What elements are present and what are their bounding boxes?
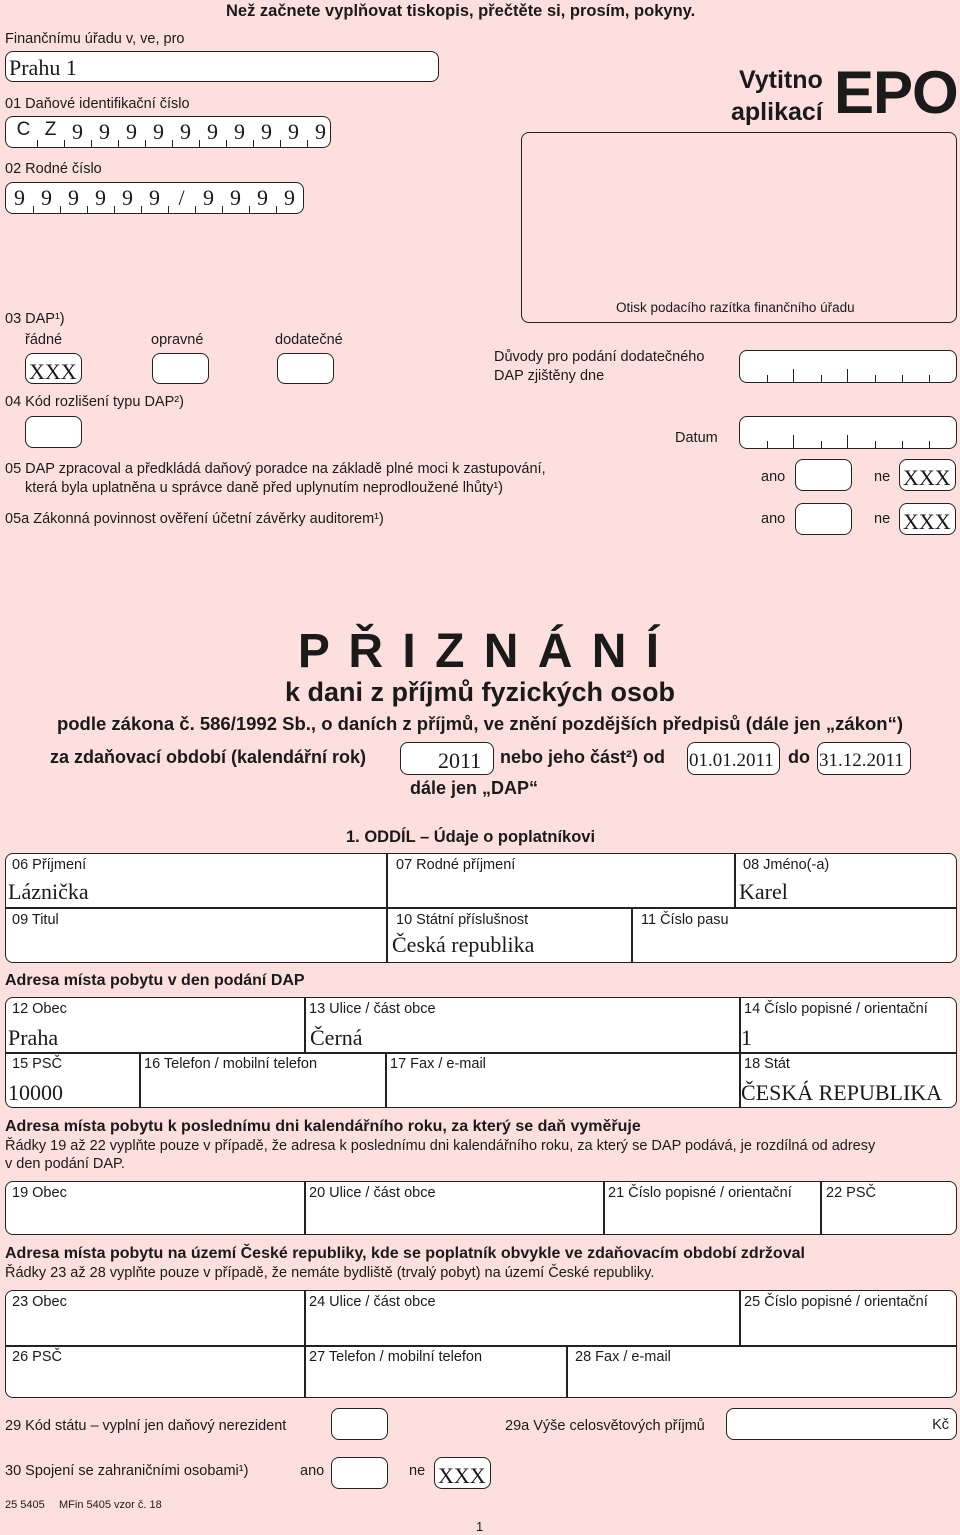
digit-separator bbox=[91, 140, 92, 148]
r08-label: 08 Jméno(-a) bbox=[743, 857, 830, 873]
r10-label: 10 Státní příslušnost bbox=[396, 912, 529, 928]
digit-cell: 9 bbox=[99, 119, 110, 144]
digit-separator bbox=[253, 140, 254, 148]
digit-cell: 9 bbox=[288, 119, 299, 144]
dodatecne-label: dodatečné bbox=[275, 332, 343, 348]
r30-ano-label: ano bbox=[300, 1463, 325, 1479]
rc-label: 02 Rodné číslo bbox=[5, 161, 102, 177]
r17-label: 17 Fax / e-mail bbox=[390, 1056, 486, 1072]
period-label: za zdaňovací období (kalendářní rok) bbox=[50, 747, 367, 767]
address2-title: Adresa místa pobytu k poslednímu dni kalendářního roku, za který se daň vyměřuje bbox=[5, 1118, 641, 1135]
r05a-ne-label: ne bbox=[874, 511, 891, 527]
r05-ne-value: XXX bbox=[903, 465, 951, 490]
address2-note-line2: v den podání DAP. bbox=[5, 1156, 125, 1172]
r07-label: 07 Rodné příjmení bbox=[396, 857, 516, 873]
digit-cell: 9 bbox=[257, 185, 268, 210]
rc-field[interactable] bbox=[5, 182, 304, 214]
digit-cell: 9 bbox=[68, 185, 79, 210]
r12-label: 12 Obec bbox=[12, 1001, 67, 1017]
digit-cell: 9 bbox=[149, 185, 160, 210]
radne-checkbox[interactable] bbox=[25, 353, 82, 384]
digit-separator bbox=[118, 140, 119, 148]
r13-label: 13 Ulice / část obce bbox=[309, 1001, 436, 1017]
dodatecne-checkbox[interactable] bbox=[277, 353, 334, 384]
digit-cell: / bbox=[178, 185, 185, 210]
address2-note-line1: Řádky 19 až 22 vyplňte pouze v případě, že adresa k poslednímu dni kalendářního roku, za který se DAP podává, je rozdílná od adresy bbox=[5, 1138, 876, 1154]
digit-cell: 9 bbox=[153, 119, 164, 144]
section1-title: 1. ODDÍL – Údaje o poplatníkovi bbox=[346, 828, 596, 846]
r30-label: 30 Spojení se zahraničními osobami¹) bbox=[5, 1463, 249, 1479]
digit-separator bbox=[87, 206, 88, 214]
r27-label: 27 Telefon / mobilní telefon bbox=[309, 1349, 483, 1365]
r05a-ano-checkbox[interactable] bbox=[795, 503, 852, 535]
r23-label: 23 Obec bbox=[12, 1294, 67, 1310]
r05-ne-label: ne bbox=[874, 469, 891, 485]
digit-separator bbox=[226, 140, 227, 148]
opravne-checkbox[interactable] bbox=[152, 353, 209, 384]
stamp-label: Otisk podacího razítka finančního úřadu bbox=[616, 300, 855, 315]
datum-label: Datum bbox=[675, 430, 718, 446]
r05-ano-label: ano bbox=[761, 469, 786, 485]
r05a-ano-label: ano bbox=[761, 511, 786, 527]
r14-label: 14 Číslo popisné / orientační bbox=[744, 1001, 928, 1017]
duvody-date-field[interactable] bbox=[739, 350, 957, 383]
form-subtitle: k dani z příjmů fyzických osob bbox=[284, 677, 676, 707]
opravne-label: opravné bbox=[151, 332, 204, 348]
address2-table bbox=[5, 1181, 957, 1235]
r05-line1: 05 DAP zpracoval a předkládá daňový poradce na základě plné moci k zastupování, bbox=[5, 461, 546, 477]
digit-cell: 9 bbox=[203, 185, 214, 210]
digit-cell: 9 bbox=[234, 119, 245, 144]
r19-label: 19 Obec bbox=[12, 1185, 67, 1201]
digit-cell: 9 bbox=[72, 119, 83, 144]
r24-label: 24 Ulice / část obce bbox=[309, 1294, 436, 1310]
digit-separator bbox=[33, 206, 34, 214]
to-field[interactable] bbox=[817, 742, 911, 775]
personal-data-table bbox=[5, 853, 957, 963]
r29a-field[interactable] bbox=[726, 1408, 957, 1440]
r15-label: 15 PSČ bbox=[12, 1056, 62, 1072]
digit-separator bbox=[145, 140, 146, 148]
digit-separator bbox=[114, 206, 115, 214]
digit-cell: C bbox=[16, 119, 31, 140]
r30-ne-value: XXX bbox=[438, 1463, 486, 1488]
digit-separator bbox=[195, 206, 196, 214]
r08-value[interactable]: Karel bbox=[739, 879, 788, 904]
digit-separator bbox=[64, 140, 65, 148]
digit-cell: 9 bbox=[207, 119, 218, 144]
r11-label: 11 Číslo pasu bbox=[641, 912, 729, 928]
printed-by-line1: Vytitno bbox=[739, 66, 823, 94]
digit-separator bbox=[249, 206, 250, 214]
from-field[interactable] bbox=[687, 742, 780, 775]
dic-label: 01 Daňové identifikační číslo bbox=[5, 96, 190, 112]
part-label: nebo jeho část²) od bbox=[500, 747, 666, 767]
digit-cell: 9 bbox=[180, 119, 191, 144]
r26-label: 26 PSČ bbox=[12, 1349, 62, 1365]
epo-logo: EPO bbox=[834, 59, 958, 126]
office-value: Prahu 1 bbox=[9, 55, 77, 80]
digit-cell: 9 bbox=[284, 185, 295, 210]
duvody-line1: Důvody pro podání dodatečného bbox=[494, 349, 705, 365]
dic-field[interactable] bbox=[5, 116, 331, 148]
office-field[interactable] bbox=[5, 51, 439, 82]
digit-cell: 9 bbox=[95, 185, 106, 210]
r09-label: 09 Titul bbox=[12, 912, 59, 928]
address3-title: Adresa místa pobytu na území České republiky, kde se poplatník obvykle ve zdaňovacím období zdržoval bbox=[5, 1245, 805, 1262]
to-value: 31.12.2011 bbox=[819, 750, 904, 771]
law-line: podle zákona č. 586/1992 Sb., o daních z příjmů, ve znění pozdějších předpisů (dále jen „zákon“) bbox=[56, 713, 904, 734]
r05a-label: 05a Zákonná povinnost ověření účetní závěrky auditorem¹) bbox=[5, 511, 384, 527]
digit-separator bbox=[222, 206, 223, 214]
r18-value[interactable]: ČESKÁ REPUBLIKA bbox=[741, 1080, 943, 1105]
r21-label: 21 Číslo popisné / orientační bbox=[608, 1185, 792, 1201]
r29-field[interactable] bbox=[331, 1408, 388, 1440]
digit-cell: 9 bbox=[315, 119, 326, 144]
from-value: 01.01.2011 bbox=[689, 750, 774, 771]
digit-separator bbox=[199, 140, 200, 148]
r29a-label: 29a Výše celosvětových příjmů bbox=[505, 1418, 705, 1434]
digit-cell: 9 bbox=[261, 119, 272, 144]
r12-value[interactable]: Praha bbox=[8, 1025, 59, 1050]
digit-cell: 9 bbox=[126, 119, 137, 144]
r15-value[interactable]: 10000 bbox=[8, 1080, 63, 1105]
r05a-ne-value: XXX bbox=[903, 509, 951, 534]
digit-separator bbox=[276, 206, 277, 214]
r29a-unit: Kč bbox=[932, 1417, 949, 1433]
digit-separator bbox=[172, 140, 173, 148]
digit-separator bbox=[37, 140, 38, 148]
digit-separator bbox=[168, 206, 169, 214]
instruction-text: Než začnete vyplňovat tiskopis, přečtěte si, prosím, pokyny. bbox=[226, 2, 696, 20]
form-title: P Ř I Z N Á N Í bbox=[297, 625, 663, 678]
digit-cell: 9 bbox=[41, 185, 52, 210]
rc-digits bbox=[6, 185, 303, 211]
radne-label: řádné bbox=[25, 332, 63, 348]
address3-note: Řádky 23 až 28 vyplňte pouze v případě, že nemáte bydliště (trvalý pobyt) na území České republiky. bbox=[5, 1265, 655, 1281]
digit-separator bbox=[307, 140, 308, 148]
year-field[interactable] bbox=[400, 742, 494, 775]
r18-label: 18 Stát bbox=[744, 1056, 790, 1072]
office-label: Finančnímu úřadu v, ve, pro bbox=[5, 31, 185, 47]
address1-table bbox=[5, 997, 957, 1108]
duvody-line2: DAP zjištěny dne bbox=[494, 368, 605, 384]
kod-rozliseni-field[interactable] bbox=[25, 416, 82, 448]
r29-label: 29 Kód státu – vyplní jen daňový nerezident bbox=[5, 1418, 287, 1434]
r05-ano-checkbox[interactable] bbox=[795, 459, 852, 491]
digit-cell: 9 bbox=[230, 185, 241, 210]
footer-code: 25 5405 bbox=[5, 1499, 45, 1511]
r16-label: 16 Telefon / mobilní telefon bbox=[144, 1056, 318, 1072]
to-label: do bbox=[788, 747, 810, 767]
digit-separator bbox=[141, 206, 142, 214]
radne-value: XXX bbox=[29, 359, 77, 384]
r30-ne-checkbox[interactable] bbox=[434, 1457, 491, 1489]
r13-value[interactable]: Černá bbox=[310, 1025, 363, 1050]
digit-cell: 9 bbox=[122, 185, 133, 210]
digit-separator bbox=[280, 140, 281, 148]
dap-type-label: 03 DAP¹) bbox=[5, 311, 65, 327]
r30-ano-checkbox[interactable] bbox=[331, 1457, 388, 1489]
r14-value[interactable]: 1 bbox=[741, 1025, 752, 1050]
address3-table bbox=[5, 1290, 957, 1398]
datum-field[interactable] bbox=[739, 416, 957, 449]
r05-line2: která byla uplatněna u správce daně před uplynutím neprodloužené lhůty¹) bbox=[25, 480, 503, 496]
digit-cell: Z bbox=[44, 119, 57, 140]
r10-value[interactable]: Česká republika bbox=[392, 932, 535, 957]
address1-title: Adresa místa pobytu v den podání DAP bbox=[5, 972, 305, 989]
r06-value[interactable]: Láznička bbox=[8, 879, 89, 904]
kod-rozliseni-label: 04 Kód rozlišení typu DAP²) bbox=[5, 394, 184, 410]
r05-ne-checkbox[interactable] bbox=[899, 459, 956, 491]
abbrev-line: dále jen „DAP“ bbox=[410, 778, 539, 798]
footer-form: MFin 5405 vzor č. 18 bbox=[59, 1499, 162, 1511]
r20-label: 20 Ulice / část obce bbox=[309, 1185, 436, 1201]
digit-separator bbox=[60, 206, 61, 214]
r25-label: 25 Číslo popisné / orientační bbox=[744, 1294, 928, 1310]
r30-ne-label: ne bbox=[409, 1463, 426, 1479]
r05a-ne-checkbox[interactable] bbox=[899, 503, 956, 535]
r06-label: 06 Příjmení bbox=[12, 857, 87, 873]
digit-cell: 9 bbox=[14, 185, 25, 210]
r28-label: 28 Fax / e-mail bbox=[575, 1349, 671, 1365]
page-number: 1 bbox=[476, 1519, 484, 1534]
year-value: 2011 bbox=[438, 748, 482, 773]
stamp-area bbox=[521, 132, 957, 323]
printed-by-line2: aplikací bbox=[731, 98, 823, 126]
r22-label: 22 PSČ bbox=[826, 1185, 876, 1201]
